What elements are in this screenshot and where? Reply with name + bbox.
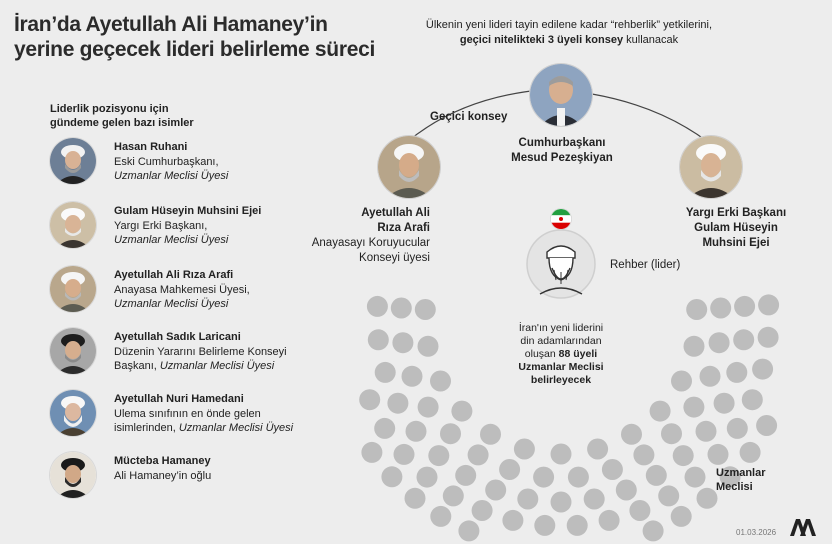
assembly-seat [391,298,412,319]
president-label [502,136,622,166]
assembly-seat [756,415,777,436]
assembly-seat [468,444,489,465]
assembly-seat [602,459,623,480]
assembly-seat [650,401,671,422]
assembly-seat [696,421,717,442]
assembly-seat [551,444,572,465]
assembly-seat [387,393,408,414]
assembly-seat [533,467,554,488]
assembly-seat [646,465,667,486]
assembly-seat [684,336,705,357]
assembly-seat [568,467,589,488]
assembly-member-count: 88 üyeli [558,348,598,360]
assembly-seat [428,445,449,466]
assembly-seat [700,366,721,387]
assembly-seat [480,424,501,445]
assembly-seat [758,294,779,315]
president-name: Mesud Pezeşkiyan [511,152,613,164]
assembly-note-line-4: Uzmanlar Meclisi [518,361,604,373]
assembly-seat [406,421,427,442]
candidate-membership: Uzmanlar Meclisi Üyesi [159,360,275,372]
cleric-silhouette-icon [516,228,606,300]
judiciary-avatar [680,136,742,198]
assembly-seat [584,489,605,510]
assembly-note [498,322,624,387]
council-arc-right [592,94,708,142]
avatar [50,452,96,498]
council-note-line-1: Ülkenin yeni lideri tayin edilene kadar “rehberlik” yetkilerini, [425,19,713,31]
assembly-seat [381,466,402,487]
assembly-seat [551,492,572,513]
candidate-info [114,204,261,248]
assembly-label [716,466,766,494]
assembly-seat [714,393,735,414]
avatar [50,390,96,436]
avatar [50,202,96,248]
assembly-seat [485,480,506,501]
candidate-role: Anayasa Mahkemesi Üyesi, [114,283,250,296]
assembly-seat [430,371,451,392]
portrait-icon [50,202,96,248]
aa-agency-logo [788,516,816,538]
assembly-seat [418,336,439,357]
candidate-name: Ayetullah Nuri Hamedani [114,393,244,405]
arafi-label [310,206,430,266]
assembly-note-line-3 [498,348,624,361]
assembly-seat [405,488,426,509]
council-label: Geçici konsey [430,111,508,123]
candidate-arafi [50,266,370,318]
assembly-seat [671,506,692,527]
portrait-icon [50,452,96,498]
candidate-membership: Uzmanlar Meclisi Üyesi [178,422,294,434]
assembly-seat [758,327,779,348]
judiciary-name-2: Muhsini Ejei [702,237,770,249]
candidate-role: Eski Cumhurbaşkanı, [114,155,219,168]
judiciary-name-1: Gulam Hüseyin [694,222,778,234]
assembly-seat [599,510,620,531]
candidate-membership: Uzmanlar Meclisi Üyesi [114,298,229,310]
assembly-seat [709,332,730,353]
portrait-icon [50,138,96,184]
candidates-heading [50,102,194,130]
council-note-tail: kullanacak [623,34,679,46]
publish-date: 01.03.2026 [736,528,777,537]
assembly-seat [697,488,718,509]
candidate-info [114,454,211,483]
assembly-seat [430,506,451,527]
assembly-seat [633,444,654,465]
assembly-seat [451,401,472,422]
assembly-seat [683,397,704,418]
portrait-icon [50,266,96,312]
title-line-1: İran’da Ayetullah Ali Hamaney’in [14,13,328,36]
iran-flag-icon [546,208,576,230]
candidate-info [114,268,250,312]
assembly-seat [616,480,637,501]
assembly-seat [517,489,538,510]
assembly-seat [502,510,523,531]
portrait-icon [680,136,742,198]
assembly-label-line-1: Uzmanlar [716,467,766,479]
assembly-seat [752,359,773,380]
assembly-seat [734,296,755,317]
candidate-role: Düzenin Yararını Belirleme Konseyi [114,345,287,358]
assembly-seat [458,520,479,541]
assembly-seat [368,329,389,350]
candidate-name: Gulam Hüseyin Muhsini Ejei [114,205,262,217]
president-title: Cumhurbaşkanı [518,137,606,149]
candidate-role-tail: Başkanı, [114,360,160,372]
assembly-label-line-2: Meclisi [716,481,753,493]
candidate-info [114,392,293,436]
candidate-mojtaba [50,452,370,504]
avatar [50,328,96,374]
assembly-seat [402,366,423,387]
arafi-name: Rıza Arafi [377,222,430,234]
assembly-seat [658,485,679,506]
president-avatar [530,64,592,126]
assembly-note-line-2: din adamlarından [520,335,602,347]
portrait-icon [530,64,592,126]
candidate-name: Müctebа Hamaney [114,455,211,467]
leader-label: Rehber (lider) [610,259,681,271]
assembly-seat [726,362,747,383]
candidate-membership: Uzmanlar Meclisi Üyesi [114,234,229,246]
candidate-hamedani [50,390,370,442]
assembly-seat [587,439,608,460]
assembly-note-line-1: İran'ın yeni liderini [518,322,604,334]
avatar [50,266,96,312]
assembly-note-prefix: oluşan [524,348,559,360]
arafi-title: Ayetullah Ali [361,207,430,219]
assembly-note-line-5: belirleyecek [530,374,592,386]
candidate-name: Ayetullah Sadık Laricani [114,331,241,343]
candidate-name: Hasan Ruhani [114,141,188,153]
assembly-seat [374,418,395,439]
candidate-role: Ali Hamaney’in oğlu [114,469,212,482]
council-note [414,18,724,48]
assembly-seat [629,500,650,521]
assembly-seat [685,467,706,488]
council-note-highlight: geçici nitelikteki 3 üyeli konsey [459,34,624,46]
assembly-seat [621,424,642,445]
candidates-heading-line-2: gündeme gelen bazı isimler [50,117,194,129]
assembly-seat [733,329,754,350]
assembly-seat [708,444,729,465]
candidate-role-cont [114,359,287,374]
assembly-seat [742,389,763,410]
arafi-role-2: Konseyi üyesi [359,252,430,264]
assembly-seat [661,423,682,444]
assembly-seat [440,423,461,444]
assembly-seat [740,442,761,463]
arafi-avatar [378,136,440,198]
assembly-seat [418,397,439,418]
judiciary-label [676,206,796,251]
assembly-seat [472,500,493,521]
assembly-seat [375,362,396,383]
title-line-2: yerine geçecek lideri belirleme süreci [14,38,375,61]
page-title [14,12,375,62]
assembly-seat [567,515,588,536]
portrait-icon [50,328,96,374]
assembly-seat [514,439,535,460]
assembly-seat [534,515,555,536]
arafi-role-1: Anayasayı Koruyucular [311,237,430,249]
council-note-line-2 [414,33,724,48]
assembly-seat [415,299,436,320]
candidate-ruhani [50,138,370,190]
portrait-icon [50,390,96,436]
assembly-seat [673,445,694,466]
assembly-seat [727,418,748,439]
candidates-heading-line-1: Liderlik pozisyonu için [50,103,169,115]
avatar [50,138,96,184]
candidate-membership: Uzmanlar Meclisi Üyesi [114,170,229,182]
candidate-info [114,140,228,184]
assembly-seat [443,485,464,506]
assembly-seat [671,371,692,392]
candidate-role-cont [114,421,293,436]
assembly-seat [499,459,520,480]
assembly-seat [710,298,731,319]
assembly-seat [417,467,438,488]
candidate-role-tail: isimlerinden, [114,422,179,434]
candidate-laricani [50,328,370,380]
candidate-info [114,330,287,374]
candidate-role: Ulema sınıfının en önde gelen [114,407,261,420]
assembly-seat [643,520,664,541]
assembly-seat [394,444,415,465]
portrait-icon [378,136,440,198]
assembly-seat [392,332,413,353]
candidate-name: Ayetullah Ali Rıza Arafi [114,269,234,281]
candidate-role: Yargı Erki Başkanı, [114,219,208,232]
judiciary-title: Yargı Erki Başkanı [685,207,787,219]
assembly-seat [686,299,707,320]
assembly-seat [455,465,476,486]
assembly-seat [367,296,388,317]
